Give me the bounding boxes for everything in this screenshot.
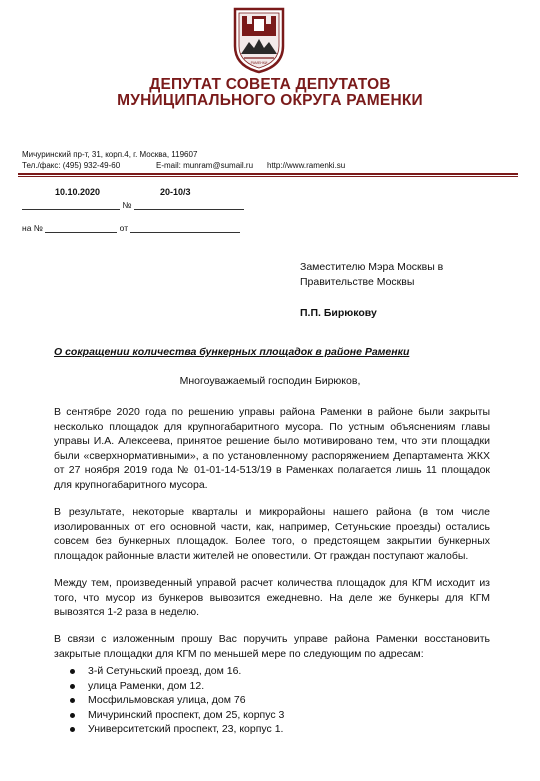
date-blank [22,209,120,210]
letterhead-website: http://www.ramenki.su [267,161,346,170]
incoming-number-blank [45,232,117,233]
on-number-label: на № [22,223,43,233]
crest-caption: РАМЕНКИ [250,61,268,65]
address-list-item: Мичуринский проспект, дом 25, корпус 3 [68,708,284,723]
letterhead-address: Мичуринский пр-т, 31, корп.4, г. Москва, 119607 [22,150,198,159]
number-sign: № [122,200,132,210]
letterhead-divider [18,173,518,175]
letter-greeting: Многоуважаемый господин Бирюков, [179,375,361,387]
body-paragraph: В связи с изложенным прошу Вас поручить управе района Раменки восстановить закрытые площадки для КГМ по меньшей мере по следующим по адресам: [54,633,490,660]
body-paragraph: В результате, некоторые кварталы и микрорайоны нашего района (в том числе изолированных от его основной части, как, например, Сетуньские проезды) остались совсем без бункерных площадок. Более того, о предстоящем закрытии бункерных площадок районные власти жителей не оповестили. От граждан поступают жалобы. [54,506,490,562]
letterhead-phone: Тел./факс: (495) 932-49-60 [22,161,121,170]
body-paragraph: В сентябре 2020 года по решению управы района Раменки в районе были закрыты несколько площадок для крупногабаритного мусора. По устным объяснениям главы управы И.А. Алексеева, принятое решение было мотивировано тем, что эти площадки были «сверхнормативными», а по установленному распоряжением Департамента ЖКХ от 27 ноября 2019 года № 01-01-14-513/19 в Раменках полагается лишь 11 площадок для крупногабаритного мусора. [54,406,490,491]
recipient-line1: Заместителю Мэра Москвы в [300,261,444,273]
letterhead-contacts [22,161,346,170]
body-paragraph: Между тем, произведенный управой расчет количества площадок для КГМ исходит из того, что мусор из бункеров вывозится ежедневно. На деле же бункеры для КГМ вывозятся 1-2 раза в неделю. [54,577,490,618]
recipient-name: П.П. Бирюкову [300,307,377,319]
incoming-date-blank [130,232,240,233]
outgoing-date: 10.10.2020 [55,187,101,197]
address-list-item: Мосфильмовская улица, дом 76 [68,693,284,708]
recipient-line2: Правительстве Москвы [300,276,415,288]
letterhead-title-line1: ДЕПУТАТ СОВЕТА ДЕПУТАТОВ [149,76,391,93]
letterhead-email: E-mail: munram@sumail.ru [156,161,254,170]
letter-subject: О сокращении количества бункерных площадок в районе Раменки [54,346,410,358]
outgoing-reference-line [22,200,244,210]
outgoing-number: 20-10/3 [160,187,191,197]
coat-of-arms-icon [232,6,286,74]
incoming-reference-line [22,223,240,233]
address-list-item: Университетский проспект, 23, корпус 1. [68,722,284,737]
address-list-item: 3-й Сетуньский проезд, дом 16. [68,664,284,679]
letterhead-divider-thin [18,176,518,177]
letterhead-title-line2: МУНИЦИПАЛЬНОГО ОКРУГА РАМЕНКИ [117,92,423,109]
from-label: от [119,223,129,233]
address-list [68,664,284,737]
recipient-block [300,260,443,290]
number-blank [134,209,244,210]
address-list-item: улица Раменки, дом 12. [68,679,284,694]
